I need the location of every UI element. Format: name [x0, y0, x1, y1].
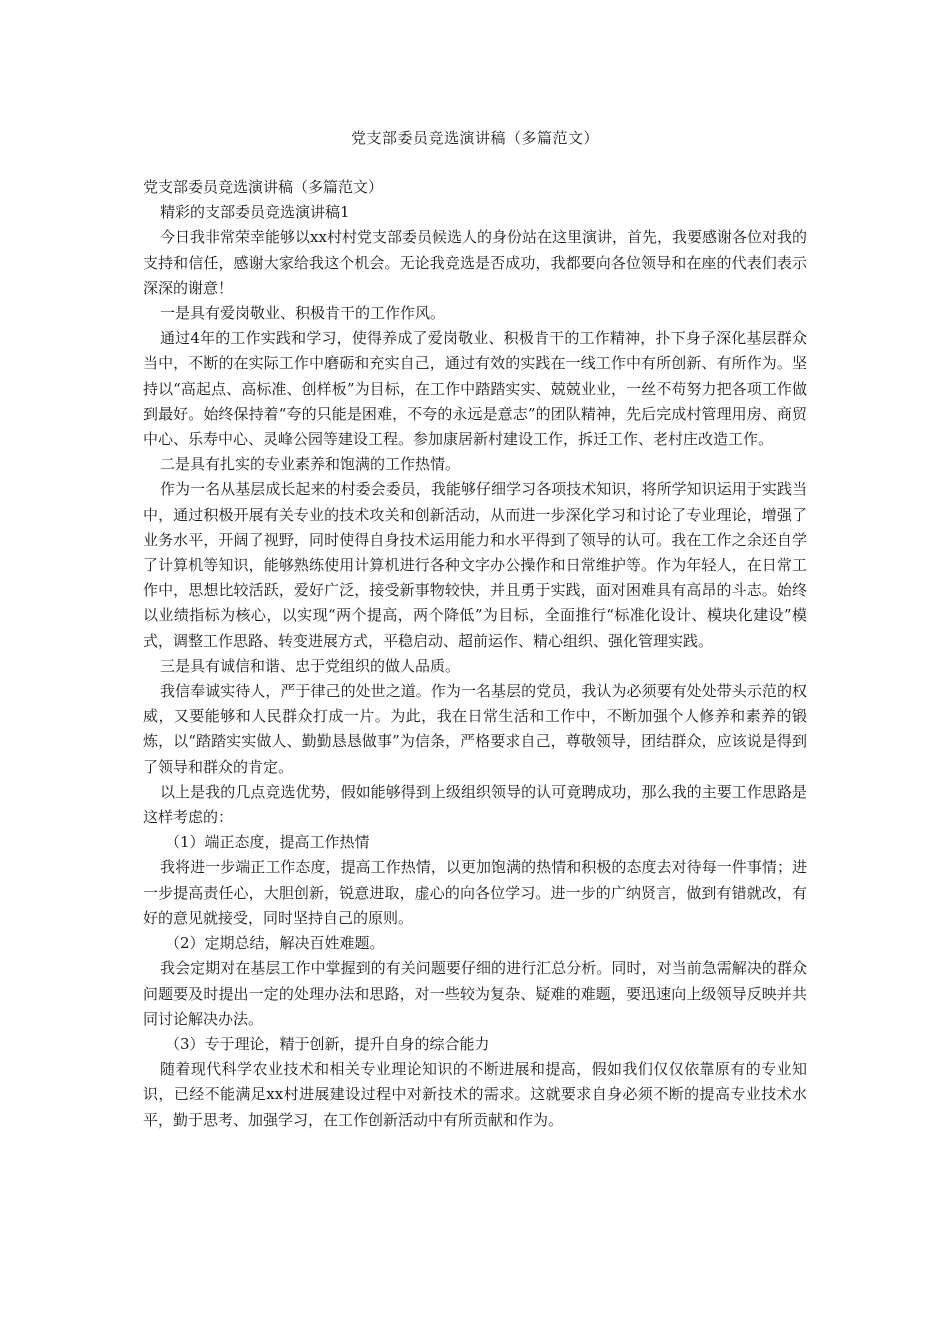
numbered-heading: （2）定期总结，解决百姓难题。 — [165, 934, 385, 953]
paragraph: 作为一名从基层成长起来的村委会委员，我能够仔细学习各项技术知识，将所学知识运用于实践当中，通过积极开展有关专业的技术攻关和创新活动，从而进一步深化学习和讨论了专业理论，增强了业务水平，开阔了视野，同时使得自身技术运用能力和水平得到了领导的认可。我在工作之余还自学了计算机等知识，能够熟练使用计算机进行各种文字办公操作和日常维护等。作为年轻人，在日常工作中，思想比较活跃，爱好广泛，接受新事物较快，并且勇于实践，面对困难具有高昂的斗志。始终以业绩指标为核心，以实现“两个提高，两个降低”为目标，全面推行“标准化设计、模块化建设”模式，调整工作思路、转变进展方式，平稳启动、超前运作、精心组织、强化管理实践。 — [143, 480, 807, 650]
section-title: 精彩的支部委员竞选演讲稿1 — [160, 203, 350, 222]
paragraph: 今日我非常荣幸能够以xx村村党支部委员候选人的身份站在这里演讲，首先，我要感谢各位对我的支持和信任，感谢大家给我这个机会。无论我竞选是否成功，我都要向各位领导和在座的代表们表示深深的谢意！ — [143, 228, 807, 297]
paragraph: 通过4年的工作实践和学习，使得养成了爱岗敬业、积极肯干的工作精神，扑下身子深化基层群众当中，不断的在实际工作中磨砺和充实自己，通过有效的实践在一线工作中有所创新、有所作为。坚持以“高起点、高标准、创样板”为目标，在工作中踏踏实实、兢兢业业，一丝不苟努力把各项工作做到最好。始终保持着“夸的只能是困难，不夸的永远是意志”的团队精神，先后完成村管理用房、商贸中心、乐寿中心、灵峰公园等建设工程。参加康居新村建设工作，拆迁工作、老村庄改造工作。 — [143, 329, 807, 449]
paragraph: 随着现代科学农业技术和相关专业理论知识的不断进展和提高，假如我们仅仅依靠原有的专业知识，已经不能满足xx村进展建设过程中对新技术的需求。这就要求自身必须不断的提高专业技术水平，勤于思考、加强学习，在工作创新活动中有所贡献和作为。 — [143, 1060, 807, 1129]
paragraph: 以上是我的几点竞选优势，假如能够得到上级组织领导的认可竟聘成功，那么我的主要工作思路是这样考虑的： — [143, 782, 807, 827]
paragraph: 我将进一步端正工作态度，提高工作热情，以更加饱满的热情和积极的态度去对待每一件事情；进一步提高责任心，大胆创新，锐意进取，虚心的向各位学习。进一步的广纳贤言，做到有错就改，有好的意见就接受，同时坚持自己的原则。 — [143, 858, 807, 927]
point-heading: 三是具有诚信和谐、忠于党组织的做人品质。 — [160, 656, 461, 675]
numbered-heading: （1）端正态度，提高工作热情 — [165, 833, 370, 852]
numbered-heading: （3）专于理论，精于创新，提升自身的综合能力 — [165, 1034, 490, 1053]
body-heading: 党支部委员竞选演讲稿（多篇范文） — [143, 178, 384, 196]
point-heading: 二是具有扎实的专业素养和饱满的工作热情。 — [160, 455, 461, 474]
point-heading: 一是具有爱岗敬业、积极肯干的工作作风。 — [160, 304, 446, 323]
document-body — [143, 175, 807, 1133]
paragraph: 我信奉诚实待人，严于律己的处世之道。作为一名基层的党员，我认为必须要有处处带头示范的权威，又要能够和人民群众打成一片。为此，我在日常生活和工作中，不断加强个人修养和素养的锻炼，以“踏踏实实做人、勤勤恳恳做事”为信条，严格要求自己，尊敬领导，团结群众，应该说是得到了领导和群众的肯定。 — [143, 682, 807, 776]
paragraph: 我会定期对在基层工作中掌握到的有关问题要仔细的进行汇总分析。同时，对当前急需解决的群众问题要及时提出一定的处理办法和思路，对一些较为复杂、疑难的难题，要迅速向上级领导反映并共同讨论解决办法。 — [143, 959, 807, 1028]
document-title: 党支部委员竞选演讲稿（多篇范文） — [350, 129, 599, 147]
